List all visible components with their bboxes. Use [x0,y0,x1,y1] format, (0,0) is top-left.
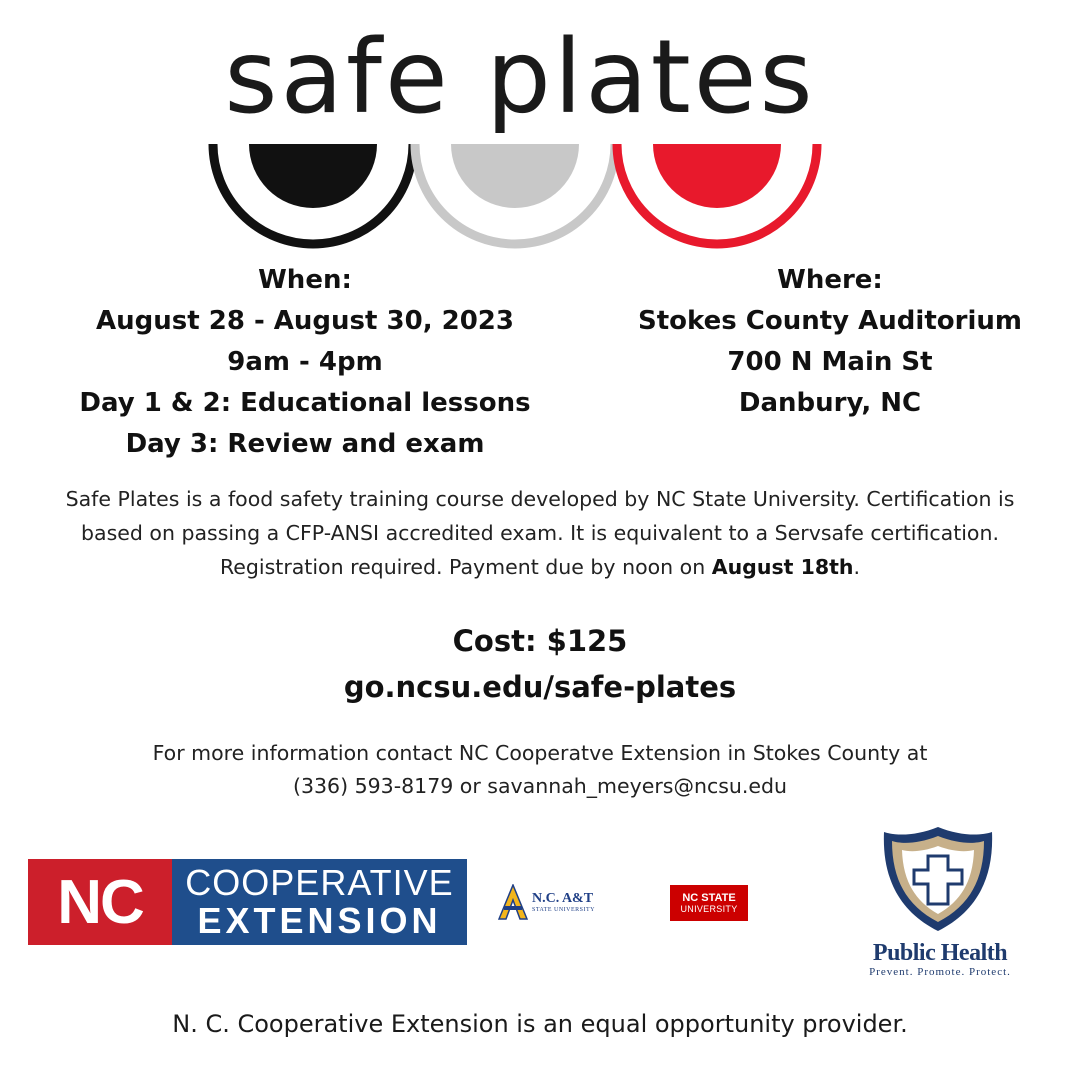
nc-logo-mark: NC [28,859,172,945]
ncat-subtitle: STATE UNIVERSITY [532,906,596,913]
public-health-shield-icon [880,824,996,934]
description-text: Safe Plates is a food safety training course developed by NC State University. Certification is based on passing a CFP-ANSI accredited exam. It is equivalent to a Servsafe certification. Registration required. Payment due by noon on [65,487,1015,579]
public-health-name: Public Health [872,940,1008,966]
plate-gray-inner [451,144,579,208]
plate-red-inner [653,144,781,208]
where-heading: Where: [777,265,883,295]
cooperative-extension-wordmark [172,859,467,945]
course-description [40,482,1040,584]
ncat-name: N.C. A&T [532,890,594,906]
when-time: 9am - 4pm [227,347,383,377]
when-day12: Day 1 & 2: Educational lessons [79,388,531,418]
plate-black-inner [249,144,377,208]
where-city: Danbury, NC [738,388,922,418]
page-title: safe plates [224,18,816,137]
public-health-tagline: Prevent. Promote. Protect. [869,966,1011,978]
description-end: . [853,555,861,579]
plates-graphic [205,138,825,250]
ncat-logo [498,884,595,920]
when-dates: August 28 - August 30, 2023 [96,306,514,336]
where-street: 700 N Main St [727,347,933,377]
contact-line-1: For more information contact NC Cooperatve Extension in Stokes County at [152,741,928,765]
where-section [600,260,1060,424]
ncstate-line-1: NC STATE [682,892,736,904]
when-day3: Day 3: Review and exam [125,429,485,459]
aggie-a-icon [498,884,528,920]
where-venue: Stokes County Auditorium [638,306,1022,336]
registration-url[interactable]: go.ncsu.edu/safe-plates [343,670,737,704]
equal-opportunity-footer: N. C. Cooperative Extension is an equal opportunity provider. [172,1010,908,1038]
nc-cooperative-extension-logo [28,859,467,945]
ncstate-line-2: UNIVERSITY [680,904,738,914]
nc-state-logo [670,885,748,921]
extension-word: EXTENSION [197,900,442,941]
contact-info [40,737,1040,803]
when-heading: When: [258,265,352,295]
when-section [60,260,550,465]
cost-text: Cost: $125 [452,624,628,658]
cost-block [0,618,1080,710]
cooperative-word: COOPERATIVE [185,862,454,903]
payment-deadline: August 18th [711,555,854,579]
contact-line-2: (336) 593-8179 or savannah_meyers@ncsu.edu [292,774,788,798]
